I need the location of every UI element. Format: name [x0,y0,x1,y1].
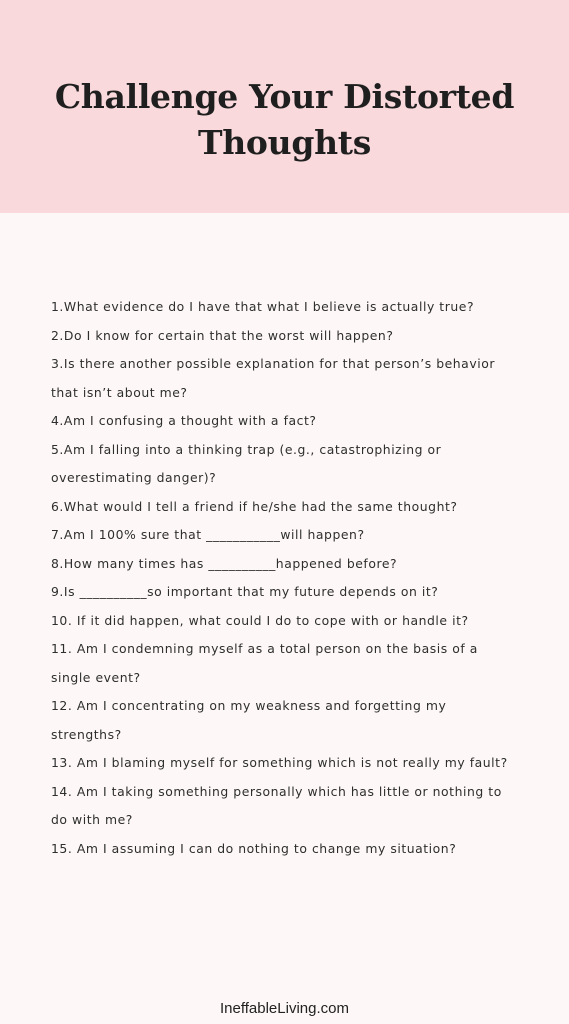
question-line: 1.What evidence do I have that what I believe is actually true? [51,299,475,314]
question-line: 9.Is __________so important that my future depends on it? [51,584,439,599]
question-line: that isn’t about me? [51,384,188,400]
question-line: 10. If it did happen, what could I do to cope with or handle it? [51,612,469,628]
question-line: 2.Do I know for certain that the worst will happen? [51,327,394,343]
questions-list [51,293,551,863]
question-line: 12. Am I concentrating on my weakness and forgetting my [51,698,447,713]
question-line: 6.What would I tell a friend if he/she had the same thought? [51,498,458,514]
question-line: 13. Am I blaming myself for something which is not really my fault? [51,755,508,770]
question-line: 7.Am I 100% sure that ___________will happen? [51,527,365,542]
question-line: 14. Am I taking something personally which has little or nothing to [51,783,502,799]
question-line: 15. Am I assuming I can do nothing to change my situation? [51,840,457,856]
site-url: IneffableLiving.com [220,1000,349,1017]
title-line-2: Thoughts [197,123,372,162]
question-line: single event? [51,669,141,685]
page-title [0,74,569,166]
title-line-1: Challenge Your Distorted [54,77,515,116]
question-line: 8.How many times has __________happened before? [51,555,398,571]
question-line: 4.Am I confusing a thought with a fact? [51,413,317,428]
question-line: 3.Is there another possible explanation for that person’s behavior [51,356,495,371]
question-line: do with me? [51,812,133,827]
question-line: strengths? [51,726,122,742]
question-line: 11. Am I condemning myself as a total person on the basis of a [51,641,478,656]
question-line: 5.Am I falling into a thinking trap (e.g., catastrophizing or [51,441,442,457]
question-line: overestimating danger)? [51,470,217,485]
